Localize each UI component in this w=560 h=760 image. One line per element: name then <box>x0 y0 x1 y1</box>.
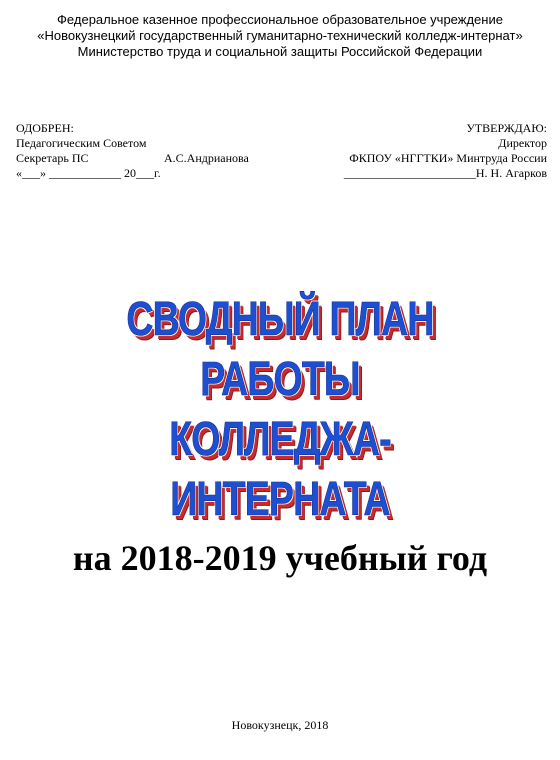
document-title <box>0 290 560 530</box>
organization-header <box>0 12 560 60</box>
confirm-section <box>287 121 547 181</box>
header-line-institution-type: Федеральное казенное профессиональное образовательное учреждение <box>57 12 503 27</box>
approved-date-line: «___» ____________ 20___г. <box>16 166 161 180</box>
secretary-row <box>16 151 276 166</box>
approved-title: ОДОБРЕН: <box>16 121 74 135</box>
header-line-institution-name: «Новокузнецкий государственный гуманитарно-технический колледж-интернат» <box>37 28 523 43</box>
confirm-position: Директор <box>498 136 547 150</box>
approved-section <box>16 121 276 181</box>
confirm-organization: ФКПОУ «НГГТКИ» Минтруда России <box>349 151 547 165</box>
confirm-title: УТВЕРЖДАЮ: <box>466 121 547 135</box>
secretary-label: Секретарь ПС <box>16 151 89 165</box>
place-and-year: Новокузнецк, 2018 <box>231 718 329 732</box>
header-line-ministry: Министерство труда и социальной защиты Российской Федерации <box>77 44 483 59</box>
confirm-signature-line: ______________________Н. Н. Агарков <box>343 166 547 180</box>
title-line-3: КОЛЛЕДЖА-ИНТЕРНАТА <box>169 413 391 526</box>
title-line-2: РАБОТЫ <box>200 353 360 406</box>
secretary-name: А.С.Андрианова <box>164 151 249 165</box>
title-line-1: СВОДНЫЙ ПЛАН <box>126 293 434 346</box>
approved-body: Педагогическим Советом <box>16 136 147 150</box>
academic-year: на 2018-2019 учебный год <box>72 538 488 578</box>
